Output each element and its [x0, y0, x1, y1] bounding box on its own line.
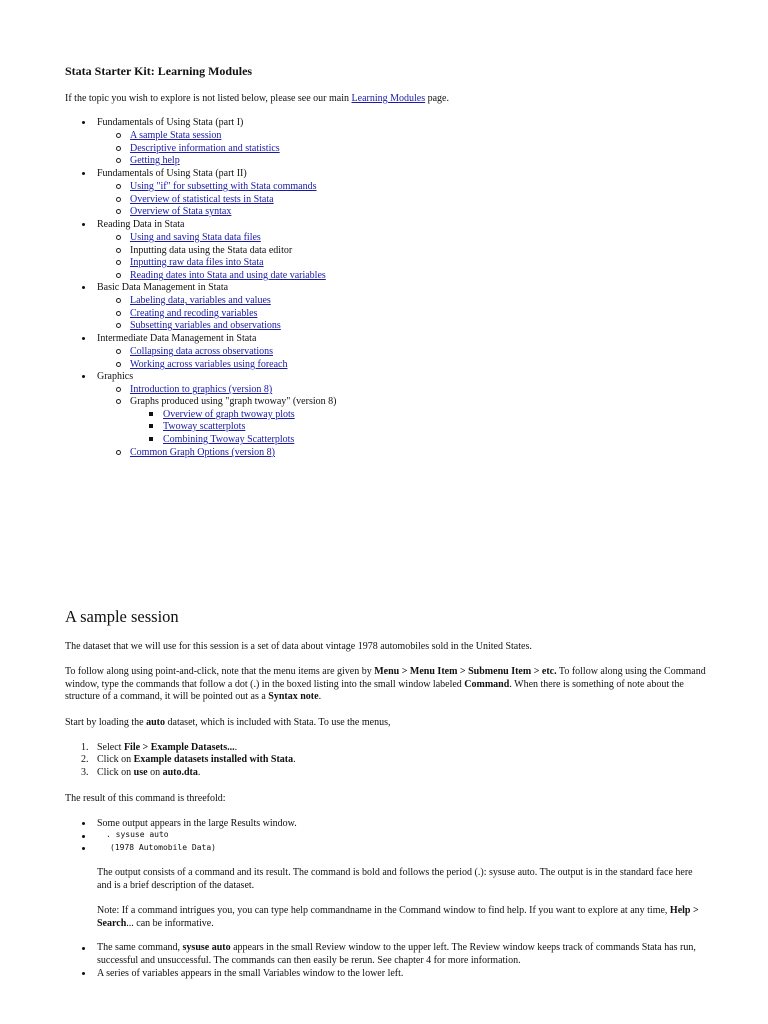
toc-section: Reading Data in Stata — [97, 219, 185, 230]
circle-bullet-icon — [116, 273, 121, 278]
circle-bullet-icon — [116, 399, 121, 404]
step-number: 2. — [81, 754, 89, 765]
toc-link[interactable]: Labeling data, variables and values — [130, 295, 271, 306]
bullet-icon — [82, 947, 85, 950]
circle-bullet-icon — [116, 450, 121, 455]
circle-bullet-icon — [116, 197, 121, 202]
bullet-icon — [82, 172, 85, 175]
circle-bullet-icon — [116, 248, 121, 253]
toc-section: Basic Data Management in Stata — [97, 282, 229, 293]
toc-link[interactable]: Working across variables using foreach — [130, 359, 288, 370]
square-bullet-icon — [149, 412, 153, 416]
toc-link[interactable]: Overview of statistical tests in Stata — [130, 194, 274, 205]
result-item: The same command, sysuse auto appears in the small Review window to the upper left. The Review window keeps track of commands Stata has run, successful and unsuccessful. The commands can then easily be rerun. See chapter 4 for more information. — [97, 942, 696, 966]
circle-bullet-icon — [116, 387, 121, 392]
step-item: Click on Example datasets installed with Stata. — [97, 754, 296, 765]
result-item: A series of variables appears in the small Variables window to the lower left. — [97, 968, 404, 979]
toc-link[interactable]: Twoway scatterplots — [163, 421, 246, 432]
toc-section: Fundamentals of Using Stata (part II) — [97, 168, 247, 179]
toc-link[interactable]: A sample Stata session — [130, 130, 222, 141]
code-line: . sysuse auto — [106, 830, 169, 839]
step-number: 1. — [81, 742, 89, 753]
result-item: Some output appears in the large Results window. — [97, 818, 297, 829]
learning-modules-link[interactable]: Learning Modules — [351, 93, 426, 104]
toc-link[interactable]: Combining Twoway Scatterplots — [163, 434, 295, 445]
toc-link[interactable]: Creating and recoding variables — [130, 308, 258, 319]
bullet-icon — [82, 972, 85, 975]
circle-bullet-icon — [116, 362, 121, 367]
bullet-icon — [82, 822, 85, 825]
toc-link[interactable]: Inputting raw data files into Stata — [130, 257, 264, 268]
toc-link[interactable]: Getting help — [130, 155, 180, 166]
paragraph: Start by loading the auto dataset, which is included with Stata. To use the menus, — [65, 717, 391, 728]
toc-link[interactable]: Overview of Stata syntax — [130, 206, 232, 217]
circle-bullet-icon — [116, 298, 121, 303]
toc-link[interactable]: Subsetting variables and observations — [130, 320, 281, 331]
toc-link[interactable]: Collapsing data across observations — [130, 346, 274, 357]
bullet-icon — [82, 847, 85, 850]
toc-link[interactable]: Introduction to graphics (version 8) — [130, 384, 273, 395]
step-number: 3. — [81, 767, 89, 778]
toc-section: Fundamentals of Using Stata (part I) — [97, 117, 244, 128]
bullet-icon — [82, 337, 85, 340]
step-item: Select File > Example Datasets.... — [97, 742, 238, 753]
toc-link[interactable]: Overview of graph twoway plots — [163, 409, 295, 420]
code-line: (1978 Automobile Data) — [110, 843, 216, 852]
circle-bullet-icon — [116, 323, 121, 328]
circle-bullet-icon — [116, 260, 121, 265]
paragraph: The dataset that we will use for this session is a set of data about vintage 1978 automobiles sold in the United States. — [65, 641, 532, 652]
section-heading: A sample session — [65, 607, 179, 626]
circle-bullet-icon — [116, 158, 121, 163]
help-note: Note: If a command intrigues you, you can type help commandname in the Command window to find help. If you want to explore at any time, Help > Search... can be informative. — [97, 905, 699, 929]
circle-bullet-icon — [116, 184, 121, 189]
circle-bullet-icon — [116, 235, 121, 240]
toc-link[interactable]: Reading dates into Stata and using date variables — [130, 270, 326, 281]
toc-item: Graphs produced using "graph twoway" (version 8) — [130, 396, 337, 407]
page-title: Stata Starter Kit: Learning Modules — [65, 64, 253, 78]
square-bullet-icon — [149, 424, 153, 428]
toc-section: Intermediate Data Management in Stata — [97, 333, 257, 344]
bullet-icon — [82, 375, 85, 378]
toc-item: Inputting data using the Stata data editor — [130, 245, 293, 256]
bullet-icon — [82, 835, 85, 838]
toc-link[interactable]: Descriptive information and statistics — [130, 143, 280, 154]
square-bullet-icon — [149, 437, 153, 441]
intro-text: If the topic you wish to explore is not listed below, please see our main Learning Modules page. — [65, 93, 449, 104]
circle-bullet-icon — [116, 311, 121, 316]
bullet-icon — [82, 223, 85, 226]
toc-link[interactable]: Using and saving Stata data files — [130, 232, 261, 243]
toc-section: Graphics — [97, 371, 134, 382]
paragraph: The result of this command is threefold: — [65, 793, 226, 804]
circle-bullet-icon — [116, 133, 121, 138]
circle-bullet-icon — [116, 349, 121, 354]
bullet-icon — [82, 121, 85, 124]
bullet-icon — [82, 286, 85, 289]
circle-bullet-icon — [116, 146, 121, 151]
toc-link[interactable]: Using "if" for subsetting with Stata commands — [130, 181, 317, 192]
paragraph: To follow along using point-and-click, note that the menu items are given by Menu > Menu Item > Submenu Item > etc. To follow along using the Command window, type the commands that follow a dot (.) in the boxed listing into the small window labeled Command. When there is something of note about the structure of a command, it will be pointed out as a Syntax note. — [65, 666, 706, 703]
result-description: The output consists of a command and its result. The command is bold and follows the period (.): sysuse auto. The output is in the standard face here and is a brief description of the dataset. — [97, 867, 693, 891]
step-item: Click on use on auto.dta. — [97, 767, 201, 778]
toc-link[interactable]: Common Graph Options (version 8) — [130, 447, 275, 458]
circle-bullet-icon — [116, 209, 121, 214]
